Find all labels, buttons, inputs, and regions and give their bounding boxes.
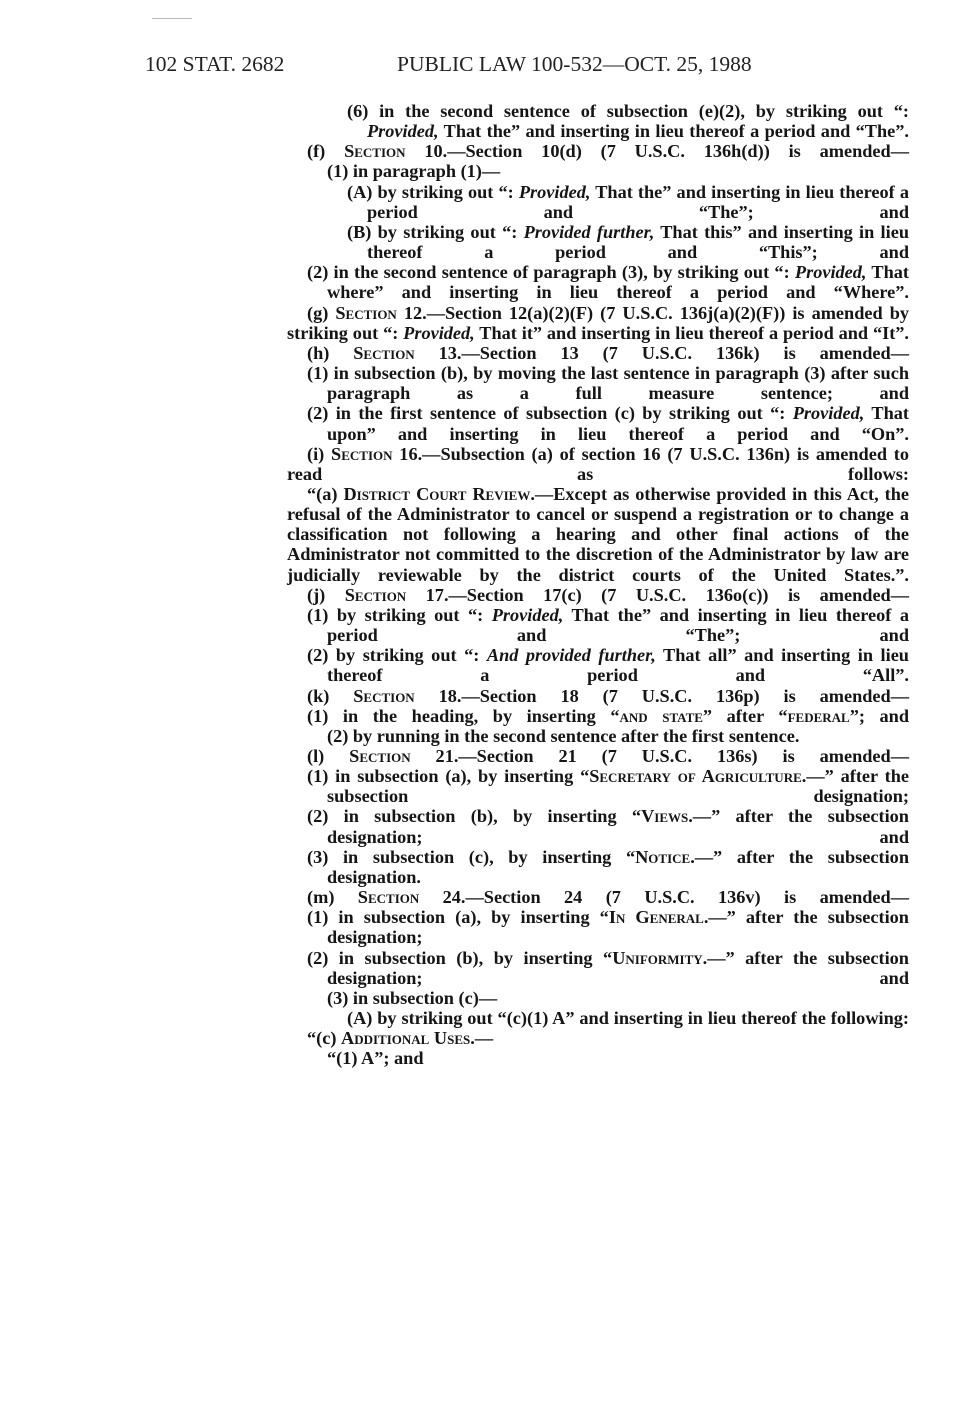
paragraph-p23: (m) Section 24.—Section 24 (7 U.S.C. 136v) is amended—	[307, 887, 909, 908]
paragraph-p29: “(1) A”; and	[327, 1048, 424, 1069]
statute-page-number: 102 STAT. 2682	[145, 52, 285, 76]
paragraph-p16: (k) Section 18.—Section 18 (7 U.S.C. 136p) is amended—	[307, 685, 909, 706]
paragraph-p17: (1) in the heading, by inserting “and state” after “federal”; and	[307, 705, 909, 726]
paragraph-p27: (A) by striking out “(c)(1) A” and inserting in lieu thereof the following:	[347, 1008, 909, 1029]
paragraph-p10: (2) in the first sentence of subsection (c) by striking out “: Provided, That upon” and inserting in lieu thereof a period and “On”.	[307, 403, 909, 444]
paragraph-p02: (f) Section 10.—Section 10(d) (7 U.S.C. 136h(d)) is amended—	[307, 141, 909, 162]
public-law-citation: PUBLIC LAW 100-532—OCT. 25, 1988	[397, 52, 752, 76]
paragraph-p19: (l) Section 21.—Section 21 (7 U.S.C. 136s) is amended—	[307, 746, 909, 766]
paragraph-p09: (1) in subsection (b), by moving the last sentence in paragraph (3) after such paragraph as a full measure sentence; and	[307, 363, 909, 404]
document-body	[287, 101, 909, 1069]
paragraph-p15: (2) by striking out “: And provided further, That all” and inserting in lieu thereof a period and “All”.	[307, 645, 909, 686]
paragraph-p04: (A) by striking out “: Provided, That the” and inserting in lieu thereof a period and “The”; and	[347, 181, 909, 222]
paragraph-p01: (6) in the second sentence of subsection (e)(2), by striking out “: Provided, That the” and inserting in lieu thereof a period and “The”.	[347, 101, 909, 142]
paragraph-p12: “(a) District Court Review.—Except as otherwise provided in this Act, the refusal of the Administrator to cancel or suspend a registration or to change a classification not following a hearing and other final actions of the Administrator not committed to the discretion of the Administrator by law are judicially reviewable by the district courts of the United States.”.	[287, 483, 910, 585]
scan-mark	[152, 18, 192, 19]
paragraph-p24: (1) in subsection (a), by inserting “In General.—” after the subsection designation;	[307, 907, 909, 948]
paragraph-p21: (2) in subsection (b), by inserting “Views.—” after the subsection designation; and	[307, 806, 909, 847]
paragraph-p07: (g) Section 12.—Section 12(a)(2)(F) (7 U.S.C. 136j(a)(2)(F)) is amended by striking out “: Provided, That it” and inserting in lieu thereof a period and “It”.	[287, 302, 909, 343]
paragraph-p06: (2) in the second sentence of paragraph (3), by striking out “: Provided, That where” and inserting in lieu thereof a period and “Where”.	[307, 262, 909, 303]
paragraph-p13: (j) Section 17.—Section 17(c) (7 U.S.C. 136o(c)) is amended—	[307, 584, 910, 605]
paragraph-p08: (h) Section 13.—Section 13 (7 U.S.C. 136k) is amended—	[307, 342, 909, 363]
paragraph-p03: (1) in paragraph (1)—	[327, 161, 501, 182]
paragraph-p20: (1) in subsection (a), by inserting “Secretary of Agriculture.—” after the subsection designation;	[307, 766, 910, 807]
paragraph-p28: “(c) Additional Uses.—	[307, 1028, 494, 1049]
paragraph-p22: (3) in subsection (c), by inserting “Notice.—” after the subsection designation.	[307, 846, 909, 887]
page-header	[145, 52, 875, 82]
paragraph-p25: (2) in subsection (b), by inserting “Uniformity.—” after the subsection designation; and	[307, 947, 909, 988]
paragraph-p26: (3) in subsection (c)—	[327, 987, 498, 1008]
paragraph-p14: (1) by striking out “: Provided, That the” and inserting in lieu thereof a period and “The”; and	[307, 604, 909, 646]
paragraph-p18: (2) by running in the second sentence after the first sentence.	[327, 725, 800, 746]
paragraph-p05: (B) by striking out “: Provided further, That this” and inserting in lieu thereof a period and “This”; and	[347, 221, 909, 263]
paragraph-p11: (i) Section 16.—Subsection (a) of section 16 (7 U.S.C. 136n) is amended to read as follows:	[287, 443, 909, 484]
